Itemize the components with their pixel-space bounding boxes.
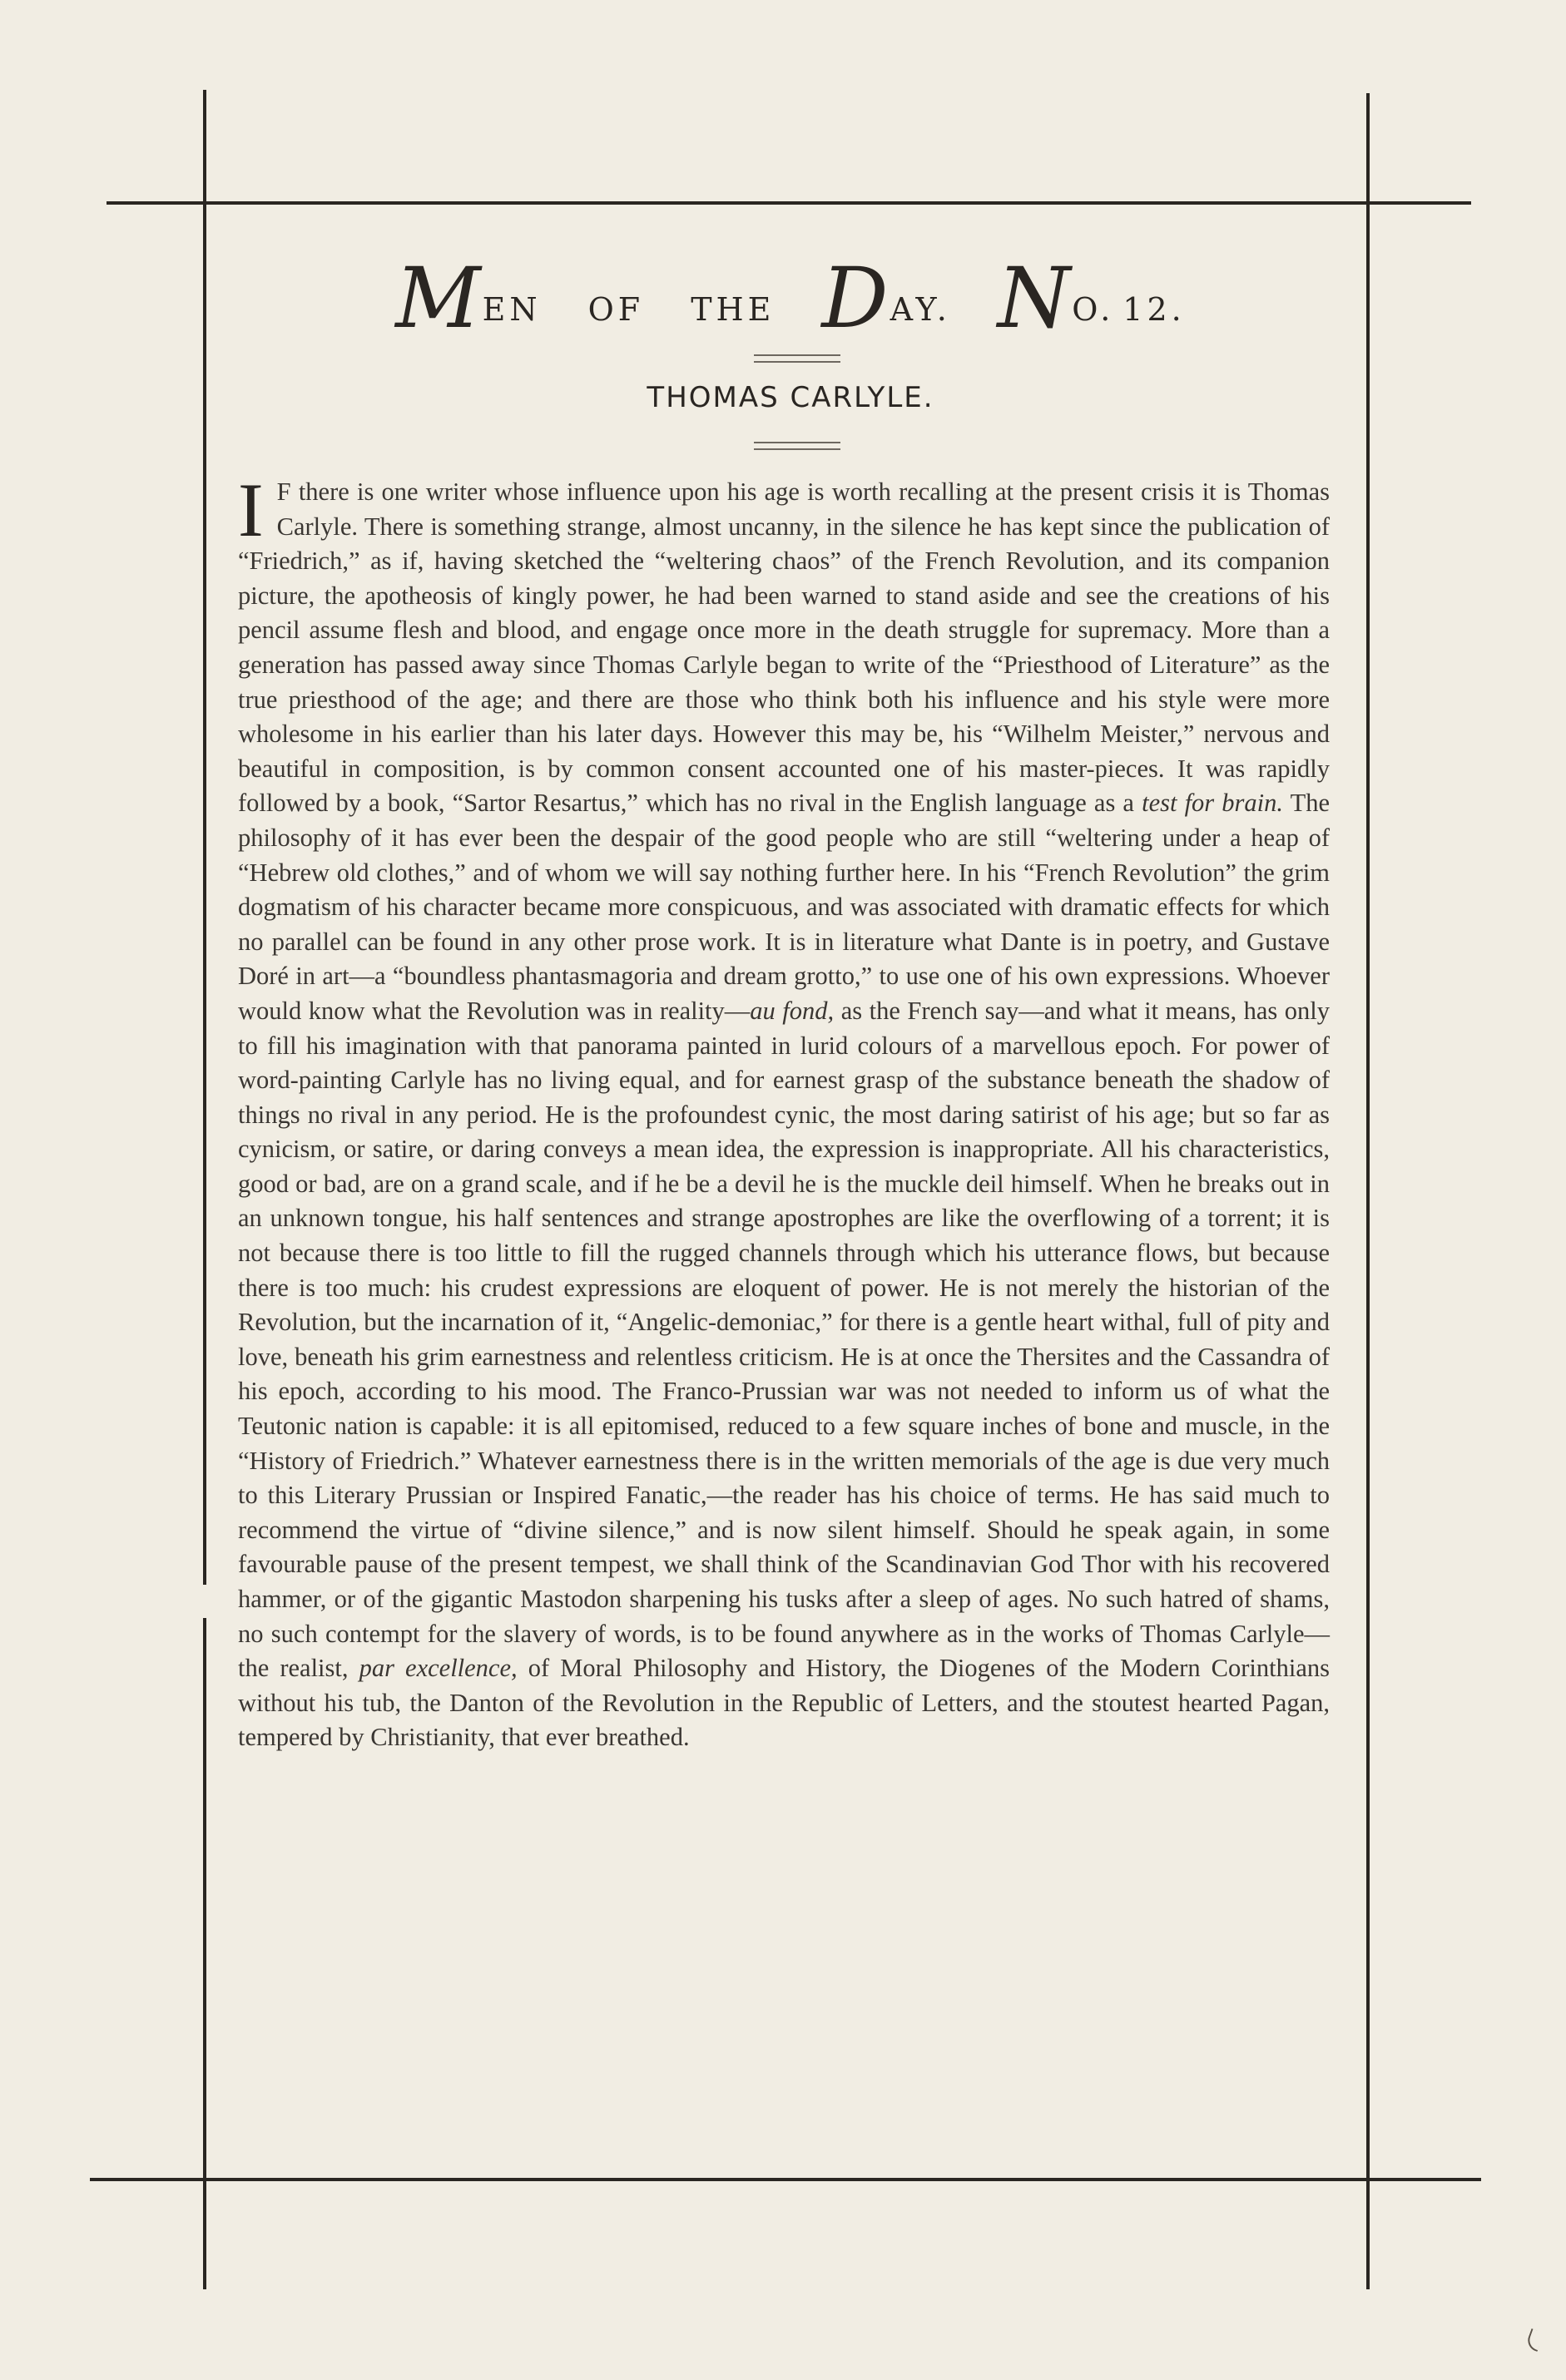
article-italic-2: au fond, (750, 996, 835, 1025)
masthead-no (997, 250, 1186, 347)
frame-left-rule (203, 90, 206, 2289)
article-italic-1: test for brain. (1142, 789, 1284, 818)
frame-bottom-rule (90, 2178, 1481, 2181)
masthead-men (395, 250, 542, 347)
article-body (238, 468, 1331, 1755)
masthead-d-initial: D (821, 250, 889, 347)
article-text-1: F there is one writer whose influence upon his age is worth recalling at the present crisis it is Thomas Carlyle. There is something strange, almost uncanny, in the silence he has kept since the publication of “Friedrich,” as if, having sketched the “weltering chaos” of the French Revolution, and its companion picture, the apotheosis of kingly power, he had been warned to stand aside and see the creations of his pencil assume flesh and blood, and engage once more in the death struggle for supremacy. More than a generation has passed away since Thomas Carlyle began to write of the “Priesthood of Literature” as the true priesthood of the age; and there are those who think both his influence and his style were more wholesome in his earlier than his later days. However this may be, his “Wilhelm Meister,” nervous and beautiful in composition, is by common consent accounted one of his master-pieces. It was rapidly followed by a book, “Sartor Resartus,” which has no rival in the English language as a (238, 477, 1330, 818)
masthead-n-initial: N (997, 250, 1071, 347)
subject-heading: THOMAS CARLYLE. (647, 381, 934, 414)
frame-top-rule (107, 201, 1471, 205)
article-text-4: of Moral Philosophy and History, the Diogenes of the Modern Corinthians without his tub, the Danton of the Revolution in the Republic of Letters, and the stoutest hearted Pagan, tempered by Christianity, that ever breathed. (238, 1654, 1331, 1752)
masthead-n-rest: O. (1072, 291, 1115, 328)
masthead-of: OF (587, 291, 645, 328)
article-italic-3: par excellence, (359, 1654, 518, 1683)
issue-number: 12. (1122, 291, 1186, 328)
masthead-m-initial: M (395, 250, 481, 347)
corner-pencil-mark (1524, 2328, 1544, 2352)
masthead-day (821, 250, 951, 347)
masthead (250, 250, 1331, 347)
frame-right-rule (1366, 93, 1370, 2289)
article-text-3: as the French say—and what it means, has only to fill his imagination with that panorama painted in lurid colours of a marvellous epoch. For power of word-painting Carlyle has no living equal, and for earnest grasp of the substance beneath the shadow of things no rival in any period. He is the profoundest cynic, the most daring satirist of his age; but so far as cynicism, or satire, or daring conveys a mean idea, the expression is inappropriate. All his characteristics, good or bad, are on a grand scale, and if he be a devil he is the muckle deil himself. When he breaks out in an unknown tongue, his half sentences and strange apostrophes are like the overflowing of a torrent; it is not because there is too little to fill the rugged channels through which his utterance flows, but because there is too much: his crudest expressions are eloquent of power. He is not merely the historian of the Revolution, but the incarnation of it, “Angelic-demoniac,” for there is a gentle heart withal, full of pity and love, beneath his grim earnestness and relentless criticism. He is at once the Thersites and the Cassandra of his epoch, according to his mood. The Franco-Prussian war was not needed to inform us of what the Teutonic nation is capable: it is all epitomised, reduced to a few square inches of bone and muscle, in the “History of Friedrich.” Whatever earnestness there is in the written memorials of the age is due very much to this Literary Prussian or Inspired Fanatic,—the reader has his choice of terms. He has said much to recommend the virtue of “divine silence,” and is now silent himself. Should he speak again, in some favourable pause of the present tempest, we shall think of the Scandinavian God Thor with his recovered hammer, or of the gigantic Mastodon sharpening his tusks after a sleep of ages. No such hatred of shams, no such contempt for the slavery of words, is to be found anywhere as in the works of Thomas Carlyle—the realist, (238, 996, 1331, 1683)
ornament-rule-bottom (754, 442, 840, 450)
article-text-2: The philosophy of it has ever been the despair of the good people who are still “weltering under a heap of “Hebrew old clothes,” and of whom we will say nothing further here. In his “French Revolution” the grim dogmatism of his character became more conspicuous, and was associated with dramatic effects for which no parallel can be found in any other prose work. It is in literature what Dante is in poetry, and Gustave Doré in art—a “boundless phantasmagoria and dream grotto,” to use one of his own expressions. Whoever would know what the Revolution was in reality— (238, 789, 1331, 1025)
masthead-d-rest: AY. (890, 291, 951, 328)
drop-cap: I (238, 468, 264, 552)
ornament-rule-top (754, 354, 840, 363)
masthead-the: THE (691, 291, 776, 328)
masthead-m-rest: EN (482, 291, 542, 328)
frame-left-gap (203, 1585, 206, 1618)
